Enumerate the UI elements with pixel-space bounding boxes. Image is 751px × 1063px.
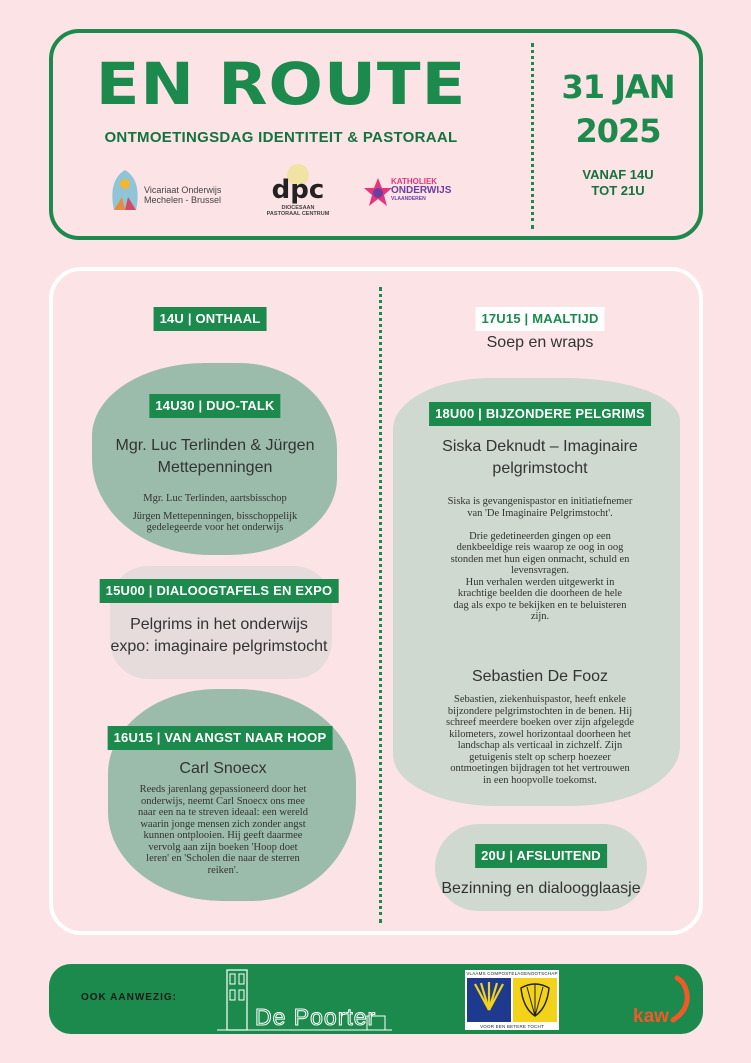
date-day-month: 31 JAN <box>561 68 675 106</box>
angst-body-line: naar een na te streven ideaal: een wereld <box>138 807 308 818</box>
pelgrims-body-line: Hun verhalen werden uitgewerkt in <box>465 576 615 588</box>
dialoog-text <box>99 614 339 658</box>
pelgrims-body-line: zijn. <box>530 611 550 622</box>
angst-body-line: Reeds jarenlang gepassioneerd door het <box>139 784 307 795</box>
time-from: VANAF 14U <box>582 167 654 182</box>
dpc-line1: DIOCESAAN <box>281 205 315 211</box>
duotalk-body-line2: Jürgen Mettepenningen, bisschoppelijk <box>132 510 298 522</box>
angst-body-line: leren' en 'Scholen die naar de sterren <box>146 853 300 864</box>
pelgrims-body2-line: in een hoopvolle toekomst. <box>483 774 597 786</box>
header-box <box>49 29 703 240</box>
star-icon <box>363 177 393 207</box>
dpc-mark: dpc <box>271 175 325 205</box>
badge-dialoog: 15U00 | DIALOOGTAFELS EN EXPO <box>100 579 339 603</box>
angst-body-line: kunnen ontplooien. Hij geeft daarmee <box>143 830 303 841</box>
dialoog-line1: Pelgrims in het onderwijs <box>130 616 308 633</box>
duotalk-body-line1: Mgr. Luc Terlinden, aartsbisschop <box>143 493 287 504</box>
pelgrims-body-line: krachtige beelden die doorheen de hele <box>457 588 623 599</box>
angst-body-line: reiken'. <box>207 864 239 876</box>
pelgrims-body-line: stonden met hun eigen onmacht, schuld en <box>450 553 630 565</box>
de-poorter-text: De Poorter <box>255 1004 377 1030</box>
badge-angst: 16U15 | VAN ANGST NAAR HOOP <box>108 726 333 750</box>
compostela-top-text: VLAAMS COMPOSTELAGENOOTSCHAP <box>466 971 558 976</box>
angst-body-line: onderwijs, neemt Carl Snoecx ons mee <box>141 795 305 807</box>
shell-icon <box>467 978 557 1022</box>
vicariaat-line1: Vicariaat Onderwijs <box>144 185 222 195</box>
vicariaat-figure-icon <box>108 167 142 213</box>
pelgrims-body2-line: bijzondere pelgrimstochten in de benen. Hij <box>447 705 633 717</box>
event-time <box>543 167 693 199</box>
time-to: TOT 21U <box>591 183 645 198</box>
footer-bar <box>49 964 703 1034</box>
duotalk-heading-line2: Mettepenningen <box>157 459 273 476</box>
pelgrims-heading-line2: pelgrimstocht <box>492 460 588 477</box>
katholiek-line2: ONDERWIJS <box>391 185 452 196</box>
badge-afsluitend: 20U | AFSLUITEND <box>475 844 607 868</box>
date-year: 2025 <box>575 112 661 150</box>
header-divider <box>531 43 534 229</box>
vicariaat-logo <box>108 161 238 221</box>
duotalk-heading <box>95 435 335 479</box>
pelgrims-body-line: Drie gedetineerden gingen op een <box>469 530 611 542</box>
duotalk-body <box>95 493 335 534</box>
duotalk-heading-line1: Mgr. Luc Terlinden & Jürgen <box>115 437 315 454</box>
de-poorter-logo <box>217 968 392 1032</box>
pelgrims-heading <box>405 436 675 480</box>
angst-body-line: waarin jonge mensen zich zonder angst <box>140 818 306 830</box>
dpc-line2: PASTORAAL CENTRUM <box>266 211 330 217</box>
pelgrims-heading-line1: Siska Deknudt – Imaginaire <box>442 438 638 455</box>
katholiek-line1: KATHOLIEK <box>391 177 438 186</box>
katholiek-onderwijs-logo <box>363 161 463 221</box>
pelgrims-body2-line: kilometers, zowel horizontaal doorheen het <box>449 728 631 740</box>
program-box <box>49 267 703 935</box>
duotalk-body-line3: gedelegeerde voor het onderwijs <box>146 522 284 533</box>
also-present-label: OOK AANWEZIG: <box>81 992 177 1003</box>
maaltijd-text: Soep en wraps <box>486 334 594 351</box>
pelgrims-heading2: Sebastien De Fooz <box>471 668 609 685</box>
pelgrims-body <box>405 496 675 623</box>
pelgrims-body2-line: Sebastien, ziekenhuispastor, heeft enkele <box>454 694 626 705</box>
kaw-text: kaw <box>633 1006 669 1027</box>
pelgrims-body-line: Siska is gevangenispastor en initiatiefnemer <box>447 496 633 507</box>
afsluitend-text: Bezinning en dialoogglaasje <box>441 880 641 897</box>
badge-onthaal: 14U | ONTHAAL <box>154 307 267 331</box>
pelgrims-body-line: dag als expo te bekijken en te beluisteren <box>453 599 627 611</box>
badge-maaltijd: 17U15 | MAALTIJD <box>475 307 604 331</box>
pelgrims-body-line: levensvragen. <box>510 565 570 576</box>
event-title: EN ROUTE <box>95 51 467 119</box>
dialoog-line2: expo: imaginaire pelgrimstocht <box>110 638 328 655</box>
angst-heading: Carl Snoecx <box>179 760 267 777</box>
pelgrims-body2-line: getuigenis stelt op scherp hoezeer <box>469 751 611 763</box>
pelgrims-body2-line: schreef meerdere boeken over zijn afgelegde <box>445 717 634 728</box>
vicariaat-line2: Mechelen - Brussel <box>144 195 222 205</box>
badge-duotalk: 14U30 | DUO-TALK <box>149 394 280 418</box>
pelgrims-body2-line: landschap als verticaal in zichzelf. Zijn <box>457 740 623 751</box>
kaw-swirl-icon <box>669 974 695 1024</box>
katholiek-line3: VLAANDEREN <box>391 196 426 202</box>
compostela-bottom-text: VOOR EEN BETERE TOCHT <box>480 1024 544 1029</box>
partner-logos <box>108 161 468 221</box>
event-date <box>543 65 693 153</box>
angst-body-line: vervolg aan zijn boeken 'Hoop doet <box>148 841 298 853</box>
pelgrims-body-line: van 'De Imaginaire Pelgrimstocht'. <box>467 507 613 519</box>
pelgrims-body2-line: ontmoetingen bijdragen tot het vertrouwen <box>450 763 630 774</box>
badge-pelgrims: 18U00 | BIJZONDERE PELGRIMS <box>429 402 651 426</box>
dpc-logo <box>258 161 338 221</box>
angst-body <box>103 784 343 876</box>
pelgrims-body2 <box>403 694 678 786</box>
event-subtitle: ONTMOETINGSDAG IDENTITEIT & PASTORAAL <box>104 129 458 146</box>
pelgrims-body-line: denkbeeldige reis waarop ze oog in oog <box>456 542 624 553</box>
compostela-logo <box>465 970 559 1030</box>
program-divider <box>379 287 382 923</box>
pelgrims-body-line <box>405 519 675 531</box>
